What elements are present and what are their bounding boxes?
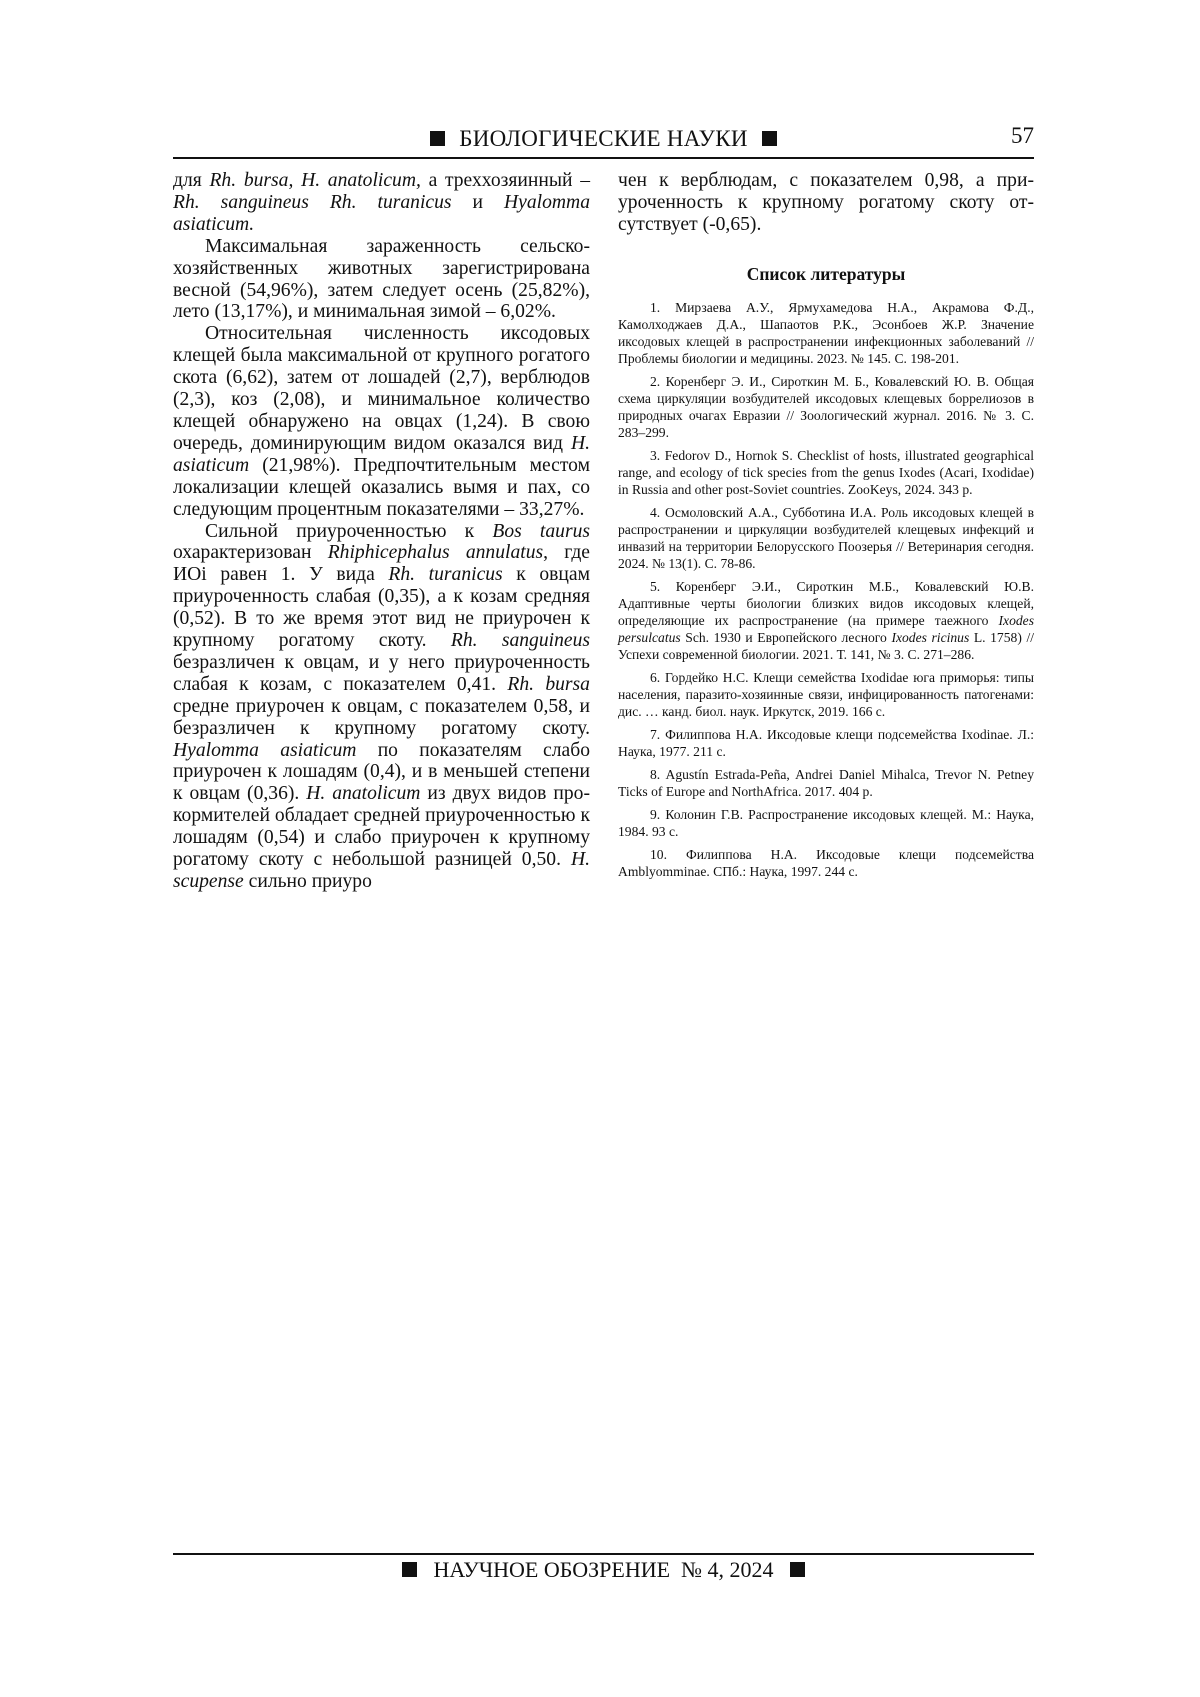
square-bullet-icon xyxy=(402,1562,417,1577)
left-column xyxy=(173,170,590,893)
square-bullet-icon xyxy=(430,131,445,146)
reference-item: 4. Осмоловский А.А., Субботина И.А. Роль иксодовых клещей в распространении и циркуляции возбудителей клещевых инфекций и инвазий на территории Белорусского Поозерья // Ветеринария сегодня. 2024. № 13(1). С. 78-86. xyxy=(618,504,1034,571)
running-header xyxy=(173,123,1034,158)
reference-item: 7. Филиппова Н.А. Иксодовые клещи подсемейства Ixodinae. Л.: Наука, 1977. 211 с. xyxy=(618,726,1034,759)
running-footer xyxy=(173,1557,1034,1583)
page-number: 57 xyxy=(1011,123,1034,148)
reference-item: 6. Гордейко Н.С. Клещи семейства Ixodidae юга приморья: типы населения, паразито-хозяинные связи, инфицированность патогенами: дис. … канд. биол. наук. Иркутск, 2019. 166 с. xyxy=(618,669,1034,719)
reference-item: 2. Коренберг Э. И., Сироткин М. Б., Ковалевский Ю. В. Общая схема циркуляции возбудителей иксодовых клещевых боррелиозов в природных очагах Евразии // Зоологический журнал. 2016. № 3. С. 283–299. xyxy=(618,373,1034,440)
square-bullet-icon xyxy=(790,1562,805,1577)
header-rule xyxy=(173,157,1034,159)
section-title-text: БИОЛОГИЧЕСКИЕ НАУКИ xyxy=(459,126,748,151)
reference-item: 8. Agustín Estrada-Peña, Andrei Daniel Mihalca, Trevor N. Petney Ticks of Europe and NorthAfrica. 2017. 404 p. xyxy=(618,766,1034,799)
reference-item: 9. Колонин Г.В. Распространение иксодовых клещей. М.: Наука, 1984. 93 с. xyxy=(618,806,1034,839)
references-heading: Список литературы xyxy=(746,263,906,284)
paragraph: для Rh. bursa, H. anatolicum, а треххозяинный – Rh. sanguineus Rh. turanicus и Hyalomma asiaticum. xyxy=(173,170,590,235)
paragraph: чен к верблюдам, с показателем 0,98, а приуроченность к крупному рогатому скоту отсутствует (-0,65). xyxy=(618,170,1034,235)
paragraph: Относительная численность иксодовых клещей была максимальной от крупного рогатого скота (6,62), затем от лошадей (2,7), верблюдов (2,3), коз (2,08), и минимальное количество клещей обнаружено на овцах (1,24). В свою очередь, доминирующим видом оказался вид H. asiaticum (21,98%). Предпочтительным местом локализации клещей оказались вымя и пах, со следующим процентным показателями – 33,27%. xyxy=(173,323,590,520)
section-title xyxy=(173,126,1034,152)
paragraph: Сильной приуроченностью к Bos taurus охарактеризован Rhiphicephalus annulatus, где ИОi равен 1. У вида Rh. turanicus к овцам приуроченность слабая (0,35), а к козам средняя (0,52). В то же время этот вид не приурочен к крупному рогатому скоту. Rh. sanguineus безразличен к овцам, и у него приуроченность слабая к козам, с показателем 0,41. Rh. bursa средне приурочен к овцам, с показателем 0,58, и безразличен к крупному рогатому скоту. Hyalomma asiaticum по показателям слабо приурочен к лошадям (0,4), и в меньшей степени к овцам (0,36). H. anatolicum из двух видов прокормителей обладает средней приуроченностью к лошадям (0,54) и слабо приурочен к крупному рогатому скоту с небольшой разницей 0,50. H. scupense сильно приуро xyxy=(173,520,591,892)
journal-name: НАУЧНОЕ ОБОЗРЕНИЕ xyxy=(433,1557,671,1582)
square-bullet-icon xyxy=(762,131,777,146)
footer-rule xyxy=(173,1553,1034,1555)
issue-info: № 4, 2024 xyxy=(681,1557,774,1582)
reference-item: 5. Коренберг Э.И., Сироткин М.Б., Ковалевский Ю.В. Адаптивные черты биологии близких видов иксодовых клещей, определяющие их распространение (на примере таежного Ixodes persulcatus Sch. 1930 и Европейского лесного Ixodes ricinus L. 1758) // Успехи современной биологии. 2021. Т. 141, № 3. С. 271–286. xyxy=(618,578,1034,662)
reference-item: 1. Мирзаева А.У., Ярмухамедова Н.А., Акрамова Ф.Д., Камолходжаев Д.А., Шапаотов Р.К., Эсонбоев Ж.Р. Значение иксодовых клещей в распространении инфекционных заболеваний // Проблемы биологии и медицины. 2023. № 145. С. 198-201. xyxy=(618,299,1034,366)
right-column xyxy=(618,170,1034,886)
reference-item: 3. Fedorov D., Hornok S. Checklist of hosts, illustrated geographical range, and ecology of tick species from the genus Ixodes (Acari, Ixodidae) in Russia and other post-Soviet countries. ZooKeys, 2024. 343 p. xyxy=(618,447,1034,497)
reference-item: 10. Филиппова Н.А. Иксодовые клещи подсемейства Amblyomminae. СПб.: Наука, 1997. 244 с. xyxy=(618,846,1034,879)
paragraph: Максимальная зараженность сельскохозяйственных животных зарегистрирована весной (54,96%), затем следует осень (25,82%), лето (13,17%), и минимальная зимой – 6,02%. xyxy=(173,235,590,323)
